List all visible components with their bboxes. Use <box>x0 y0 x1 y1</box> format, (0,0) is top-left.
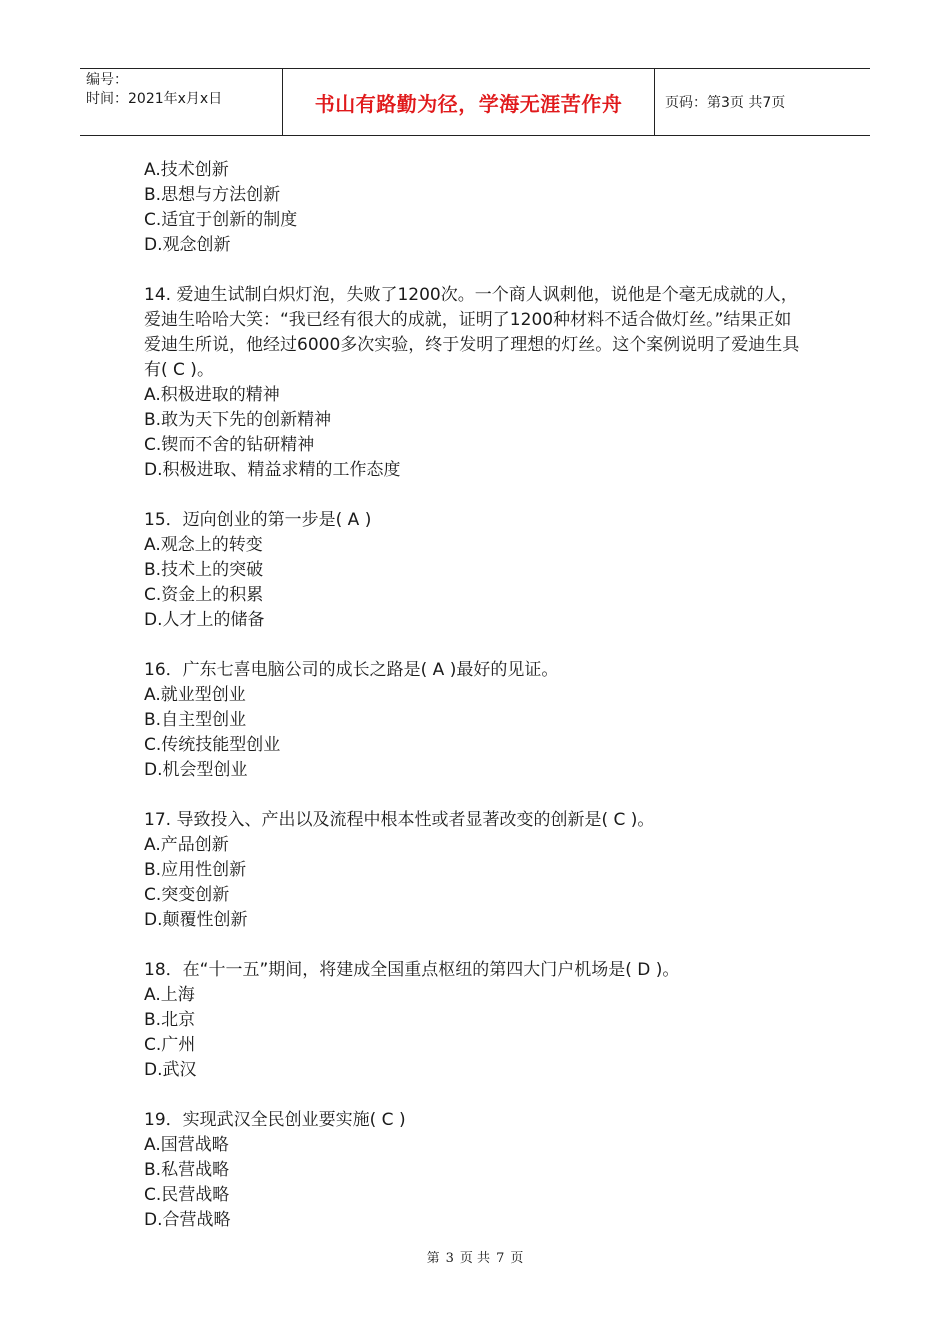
header-motto: 书山有路勤为径，学海无涯苦作舟 <box>282 69 655 135</box>
question-text: 16．广东七喜电脑公司的成长之路是( A )最好的见证。 <box>144 660 559 680</box>
answer-option: C.广州 <box>144 1035 196 1055</box>
footer-total-pages: 7 <box>496 1251 505 1266</box>
question-block <box>144 808 804 933</box>
answer-option: B.思想与方法创新 <box>144 185 281 205</box>
question-text: 19．实现武汉全民创业要实施( C ) <box>144 1110 406 1130</box>
serial-label: 编号： <box>86 72 128 88</box>
answer-option: A.技术创新 <box>144 160 229 180</box>
footer-suffix: 页 <box>510 1251 524 1266</box>
answer-option: B.北京 <box>144 1010 196 1030</box>
question-block <box>144 283 804 483</box>
time-label: 时间：2021年x月x日 <box>86 91 223 107</box>
question-text: 14. 爱迪生试制白炽灯泡，失败了1200次。一个商人讽刺他，说他是个毫无成就的人，爱迪生哈哈大笑：“我已经有很大的成就，证明了1200种材料不适合做灯丝。”结果正如爱迪生所说，他经过6000多次实验，终于发明了理想的灯丝。这个案例说明了爱迪生具有( C )。 <box>144 285 800 380</box>
footer-mid: 页 共 <box>459 1251 491 1266</box>
header-page-label: 页码：第3页 共7页 <box>665 95 786 111</box>
answer-option: D.颠覆性创新 <box>144 910 248 930</box>
question-block <box>144 1108 804 1233</box>
answer-option: B.私营战略 <box>144 1160 230 1180</box>
answer-option: B.技术上的突破 <box>144 560 264 580</box>
answer-option: C.资金上的积累 <box>144 585 264 605</box>
answer-option: C.传统技能型创业 <box>144 735 281 755</box>
header-meta <box>80 69 282 135</box>
footer-current-page: 3 <box>445 1251 454 1266</box>
question-block <box>144 158 804 258</box>
answer-option: A.观念上的转变 <box>144 535 263 555</box>
answer-option: D.积极进取、精益求精的工作态度 <box>144 460 401 480</box>
answer-option: A.就业型创业 <box>144 685 246 705</box>
answer-option: D.机会型创业 <box>144 760 248 780</box>
answer-option: A.上海 <box>144 985 195 1005</box>
answer-option: A.积极进取的精神 <box>144 385 280 405</box>
answer-option: C.适宜于创新的制度 <box>144 210 298 230</box>
answer-option: A.产品创新 <box>144 835 229 855</box>
question-text: 15．迈向创业的第一步是( A ) <box>144 510 372 530</box>
question-block <box>144 508 804 633</box>
question-text: 17. 导致投入、产出以及流程中根本性或者显著改变的创新是( C )。 <box>144 810 655 830</box>
question-block <box>144 658 804 783</box>
answer-option: C.锲而不舍的钻研精神 <box>144 435 315 455</box>
answer-option: D.人才上的储备 <box>144 610 265 630</box>
answer-option: C.民营战略 <box>144 1185 230 1205</box>
answer-option: A.国营战略 <box>144 1135 229 1155</box>
answer-option: B.应用性创新 <box>144 860 247 880</box>
answer-option: D.合营战略 <box>144 1210 231 1230</box>
footer-prefix: 第 <box>426 1251 440 1266</box>
page-footer <box>0 1247 950 1266</box>
answer-option: C.突变创新 <box>144 885 230 905</box>
answer-option: B.自主型创业 <box>144 710 247 730</box>
question-block <box>144 958 804 1083</box>
question-list <box>144 158 804 1258</box>
page-header <box>80 68 870 136</box>
answer-option: D.武汉 <box>144 1060 197 1080</box>
answer-option: B.敢为天下先的创新精神 <box>144 410 332 430</box>
question-text: 18．在“十一五”期间，将建成全国重点枢纽的第四大门户机场是( D )。 <box>144 960 680 980</box>
answer-option: D.观念创新 <box>144 235 231 255</box>
